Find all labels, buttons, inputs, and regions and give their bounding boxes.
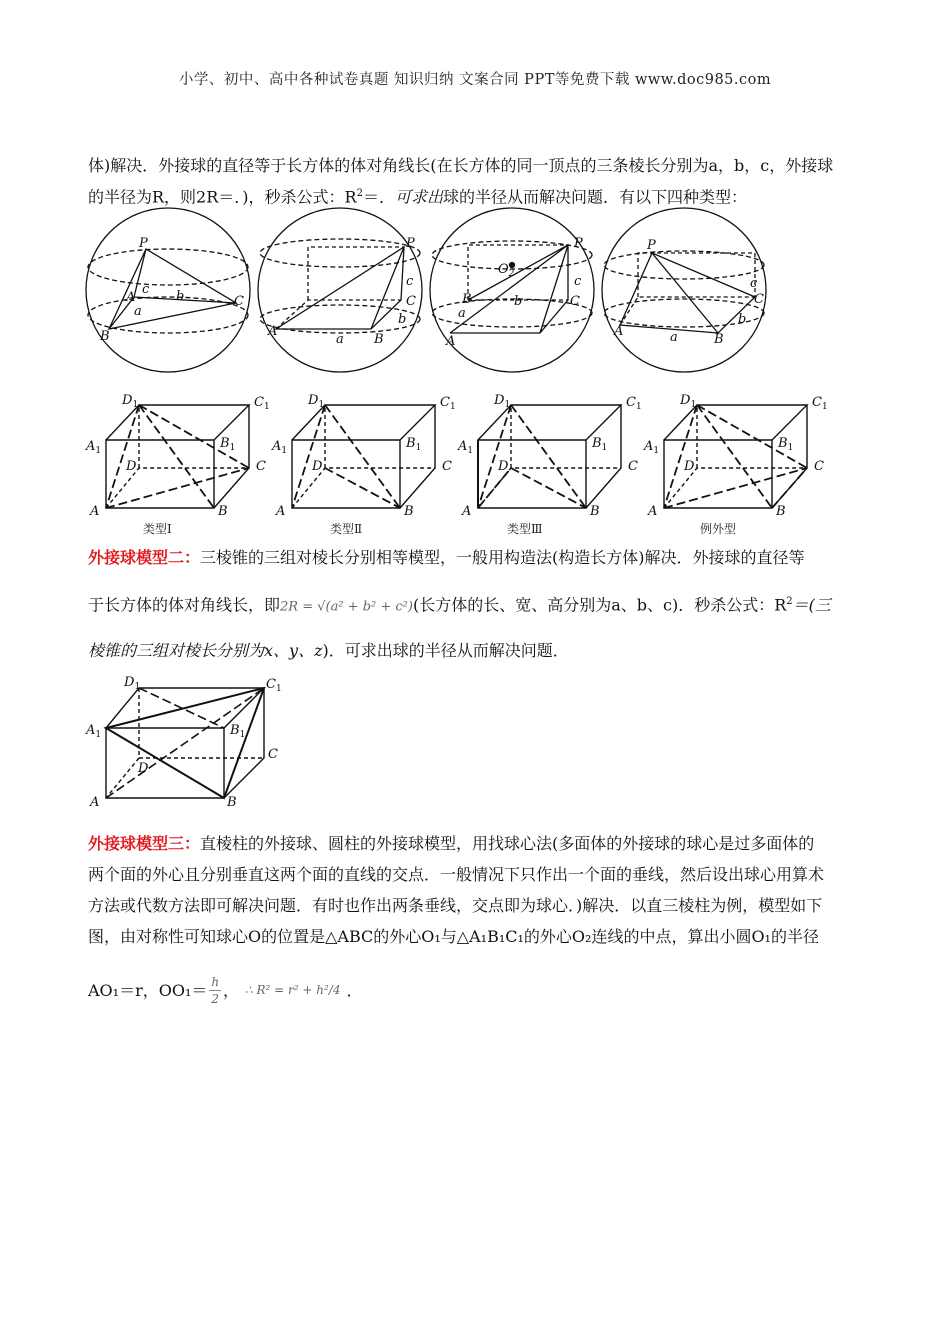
edge-a: a (134, 304, 142, 319)
label-c: C (814, 459, 824, 474)
label-a: A (648, 504, 658, 519)
page-header: 小学、初中、高中各种试卷真题 知识归纳 文案合同 PPT等免费下载 www.doc985.com (178, 72, 772, 88)
formula-r-squared: ∴ R² = r² + h²/4 (245, 983, 341, 997)
label-b1: $B_1$ (230, 723, 246, 740)
label-d1: $D_1$ (124, 675, 141, 692)
label-b: B (100, 329, 110, 344)
label-d1: $D_1$ (494, 393, 511, 410)
label-b: B (462, 292, 472, 307)
label-c: C (234, 294, 244, 309)
label-c: C (442, 459, 452, 474)
label-a: A (126, 290, 136, 305)
label-d: D (684, 459, 695, 474)
model2-box-figure (84, 670, 294, 810)
label-d: D (498, 459, 509, 474)
box-type-exception (664, 405, 807, 508)
model2-title: 外接球模型二： (88, 548, 201, 567)
caption-type-2: 类型Ⅱ (330, 522, 363, 536)
label-p: P (406, 236, 415, 251)
edge-a: a (670, 330, 678, 345)
edge-a: a (336, 332, 344, 347)
label-c1: $C_1$ (254, 395, 270, 412)
caption-type-exception: 例外型 (700, 522, 737, 536)
edge-b: b (398, 312, 407, 327)
label-a1: $A_1$ (644, 439, 660, 456)
label-a: A (446, 334, 456, 349)
edge-c: c (142, 282, 150, 297)
model2-paragraph: 外接球模型二：三棱锥的三组对棱长分别相等模型，一般用构造法(构造长方体)解决．外接球的直径等 于长方体的体对角线长，即2R = √(a² + b² + c²)(长方体的长、宽、高分别为a、b、c)．秒杀公式：$R^2=$(三 棱锥的三组对棱长分别为x、y、z)．可求出球的半径从而解决问题． (88, 548, 831, 661)
box-type-2 (292, 405, 435, 508)
edge-a: a (458, 306, 466, 321)
model3-title: 外接球模型三： (88, 834, 201, 853)
caption-type-1: 类型Ⅰ (143, 522, 172, 536)
label-a: A (462, 504, 472, 519)
sphere-type-exception (602, 208, 766, 372)
label-a: A (90, 504, 100, 519)
label-b: B (374, 332, 384, 347)
label-b1: $B_1$ (778, 436, 794, 453)
label-a: A (614, 324, 624, 339)
label-a1: $A_1$ (86, 723, 102, 740)
box-figures (84, 390, 844, 535)
edge-b: b (176, 289, 185, 304)
label-c: C (268, 747, 278, 762)
label-c: C (570, 294, 580, 309)
label-c: C (754, 292, 764, 307)
label-d1: $D_1$ (680, 393, 697, 410)
sphere-figures (84, 205, 784, 375)
label-a1: $A_1$ (458, 439, 474, 456)
label-c1: $C_1$ (626, 395, 642, 412)
label-a1: $A_1$ (272, 439, 288, 456)
box-type-3 (478, 405, 621, 508)
label-b: B (776, 504, 786, 519)
label-p: P (139, 236, 148, 251)
label-b1: $B_1$ (220, 436, 236, 453)
label-d: D (138, 761, 149, 776)
label-a: A (90, 795, 100, 810)
intro-line-1: 体)解决．外接球的直径等于长方体的体对角线长(在长方体的同一顶点的三条棱长分别为a，b，c，外接球 (88, 156, 834, 175)
label-d: D (126, 459, 137, 474)
label-c1: $C_1$ (440, 395, 456, 412)
intro-line-2: 的半径为R，则2R＝．)，秒杀公式：$R^2=$．可求出球的半径从而解决问题．有以下四种类型： (88, 187, 747, 207)
label-a: A (276, 504, 286, 519)
edge-c: c (406, 274, 414, 289)
label-c1: $C_1$ (812, 395, 828, 412)
label-b: B (404, 504, 414, 519)
label-b1: $B_1$ (592, 436, 608, 453)
model3-paragraph: 外接球模型三：直棱柱的外接球、圆柱的外接球模型，用找球心法(多面体的外接球的球心是过多面体的 两个面的外心且分别垂直这两个面的直线的交点．一般情况下只作出一个面的垂线，然后设出球心用算术 方法或代数方法即可解决问题．有时也作出两条垂线，交点即为球心．)解决．以直三棱柱为例，模型如下 图，由对称性可知球心O的位置是△ABC的外心O₁与△A₁B₁C₁的外心O₂连线的中点，算出小圆O₁的半径 AO₁＝r，OO₁＝ h 2 ， ∴ R² = r² + h²/4 ． (88, 834, 825, 1006)
label-p: P (647, 238, 656, 253)
sphere-type-1 (86, 208, 250, 372)
label-c1: $C_1$ (266, 677, 282, 694)
label-b1: $B_1$ (406, 436, 422, 453)
box-type-1 (106, 405, 249, 508)
label-b: B (218, 504, 228, 519)
edge-c: c (574, 274, 582, 289)
label-d1: $D_1$ (308, 393, 325, 410)
edge-b: b (738, 312, 747, 327)
label-d1: $D_1$ (122, 393, 139, 410)
sphere-type-2 (258, 208, 422, 372)
label-b: B (590, 504, 600, 519)
edge-c: c (750, 276, 758, 291)
label-d: D (312, 459, 323, 474)
intro-paragraph (88, 152, 868, 211)
label-b: B (714, 332, 724, 347)
label-o2: $O_2$ (498, 262, 515, 279)
label-c: C (628, 459, 638, 474)
formula-2r: 2R = √(a² + b² + c²) (280, 599, 413, 615)
edge-b: b (514, 294, 523, 309)
caption-type-3: 类型Ⅲ (507, 522, 543, 536)
fraction-h-over-2: h 2 (211, 975, 220, 1006)
label-b: B (227, 795, 237, 810)
label-a1: $A_1$ (86, 439, 102, 456)
label-c: C (256, 459, 266, 474)
label-a: A (268, 324, 278, 339)
label-p: P (574, 236, 583, 251)
label-c: C (406, 294, 416, 309)
